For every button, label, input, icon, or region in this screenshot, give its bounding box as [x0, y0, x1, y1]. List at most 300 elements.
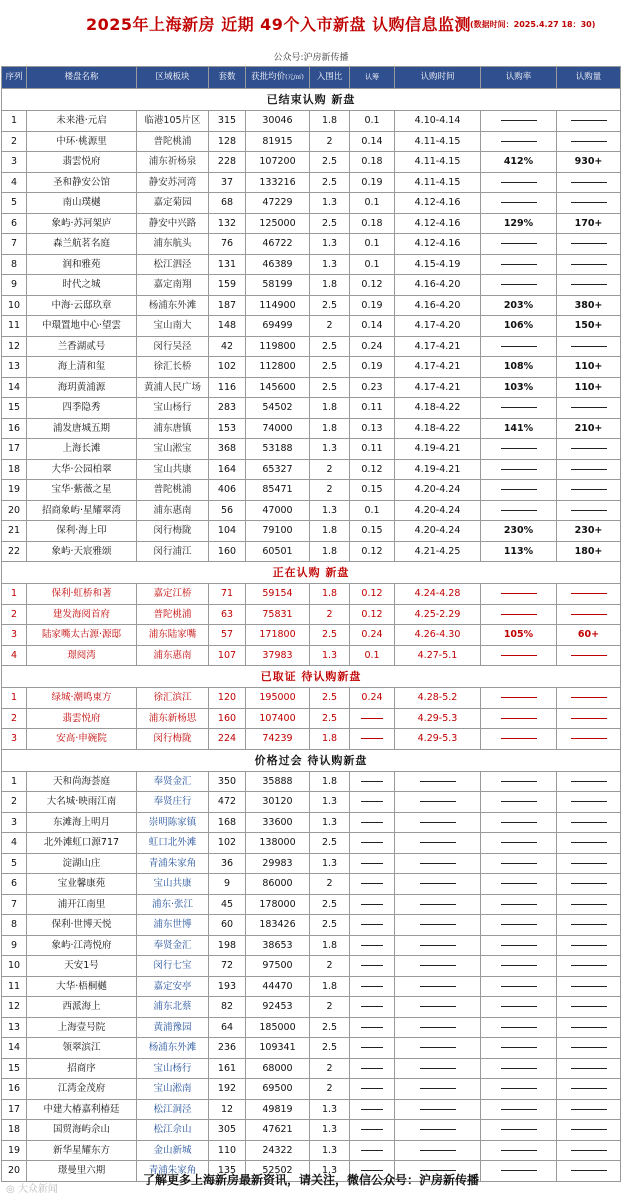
- subscription-volume-cell: 180+: [557, 541, 621, 562]
- empty-dash: [420, 1129, 456, 1130]
- pledge-amount-cell: [350, 1140, 395, 1161]
- subscription-period-cell: [395, 1120, 481, 1141]
- empty-dash: [501, 924, 537, 925]
- empty-dash: [571, 863, 607, 864]
- pledge-amount-cell: 0.1: [350, 254, 395, 275]
- row-index-cell: 10: [2, 295, 27, 316]
- approved-price-cell: 145600: [246, 377, 310, 398]
- row-index-cell: 16: [2, 418, 27, 439]
- subscription-ratio-cell: 2: [310, 604, 350, 625]
- unit-count-cell: 104: [209, 521, 246, 542]
- subscription-volume-cell: [557, 480, 621, 501]
- subscription-rate-cell: 105%: [481, 625, 557, 646]
- subscription-ratio-cell: 2.5: [310, 625, 350, 646]
- subscription-volume-cell: [557, 584, 621, 605]
- subscription-ratio-cell: 1.8: [310, 275, 350, 296]
- empty-dash: [361, 924, 383, 925]
- empty-dash: [571, 1027, 607, 1028]
- row-index-cell: 4: [2, 833, 27, 854]
- empty-dash: [571, 1006, 607, 1007]
- empty-dash: [361, 863, 383, 864]
- subscription-volume-cell: 230+: [557, 521, 621, 542]
- table-row: [2, 976, 621, 997]
- subscription-rate-cell: [481, 729, 557, 750]
- pledge-amount-cell: 0.19: [350, 295, 395, 316]
- empty-dash: [571, 243, 607, 244]
- approved-price-cell: 60501: [246, 541, 310, 562]
- approved-price-cell: 112800: [246, 357, 310, 378]
- row-index-cell: 14: [2, 1038, 27, 1059]
- project-name-cell: 绿城·潮鸣東方: [27, 688, 137, 709]
- project-name-cell: 保利·海上印: [27, 521, 137, 542]
- row-index-cell: 11: [2, 316, 27, 337]
- district-area-cell: 浦东唐镇: [137, 418, 209, 439]
- table-row: [2, 812, 621, 833]
- row-index-cell: 5: [2, 853, 27, 874]
- empty-dash: [420, 883, 456, 884]
- empty-dash: [571, 904, 607, 905]
- unit-count-cell: 153: [209, 418, 246, 439]
- subscription-ratio-cell: 1.3: [310, 1140, 350, 1161]
- project-name-cell: 森兰航茗名庭: [27, 234, 137, 255]
- row-index-cell: 2: [2, 708, 27, 729]
- unit-count-cell: 160: [209, 708, 246, 729]
- pledge-amount-cell: [350, 1079, 395, 1100]
- district-area-cell: 奉贤金汇: [137, 935, 209, 956]
- subscription-period-cell: 4.16-4.20: [395, 275, 481, 296]
- empty-dash: [501, 801, 537, 802]
- district-area-cell: 浦东航头: [137, 234, 209, 255]
- subscription-rate-cell: 108%: [481, 357, 557, 378]
- report-title: 2025年上海新房 近期 49个入市新盘 认购信息监测: [86, 15, 472, 34]
- unit-count-cell: 350: [209, 771, 246, 792]
- approved-price-cell: 75831: [246, 604, 310, 625]
- section-title: 已取证 待认购新盘: [2, 666, 621, 688]
- col-header-price-unit: (元/㎡): [285, 74, 304, 82]
- unit-count-cell: 368: [209, 439, 246, 460]
- row-index-cell: 12: [2, 336, 27, 357]
- subscription-volume-cell: [557, 234, 621, 255]
- pledge-amount-cell: [350, 812, 395, 833]
- subscription-ratio-cell: 2.5: [310, 915, 350, 936]
- unit-count-cell: 76: [209, 234, 246, 255]
- project-name-cell: 翡雲悦府: [27, 708, 137, 729]
- subscription-volume-cell: [557, 874, 621, 895]
- subscription-volume-cell: [557, 1140, 621, 1161]
- subscription-rate-cell: [481, 792, 557, 813]
- empty-dash: [571, 407, 607, 408]
- subscription-rate-cell: [481, 1099, 557, 1120]
- empty-dash: [571, 697, 607, 698]
- approved-price-cell: 53188: [246, 439, 310, 460]
- table-row: [2, 1017, 621, 1038]
- subscription-ratio-cell: 1.8: [310, 541, 350, 562]
- approved-price-cell: 107400: [246, 708, 310, 729]
- district-area-cell: 宝山杨行: [137, 1058, 209, 1079]
- approved-price-cell: 47621: [246, 1120, 310, 1141]
- row-index-cell: 9: [2, 275, 27, 296]
- subscription-volume-cell: 110+: [557, 377, 621, 398]
- project-name-cell: 中建大椿嘉利椿廷: [27, 1099, 137, 1120]
- project-name-cell: 时代之城: [27, 275, 137, 296]
- approved-price-cell: 68000: [246, 1058, 310, 1079]
- subscription-ratio-cell: 2: [310, 997, 350, 1018]
- subscription-volume-cell: [557, 771, 621, 792]
- subscription-rate-cell: [481, 604, 557, 625]
- table-row: [2, 459, 621, 480]
- row-index-cell: 11: [2, 976, 27, 997]
- table-row: [2, 1079, 621, 1100]
- approved-price-cell: 47229: [246, 193, 310, 214]
- subscription-rate-cell: [481, 459, 557, 480]
- project-name-cell: 璟曼里六期: [27, 1161, 137, 1182]
- subscription-ratio-cell: 2: [310, 316, 350, 337]
- project-name-cell: 浦开江南里: [27, 894, 137, 915]
- district-area-cell: 宝山共康: [137, 874, 209, 895]
- empty-dash: [361, 801, 383, 802]
- subscription-period-cell: 4.10-4.14: [395, 111, 481, 132]
- empty-dash: [501, 614, 537, 615]
- subscription-ratio-cell: 2.5: [310, 213, 350, 234]
- pledge-amount-cell: [350, 853, 395, 874]
- row-index-cell: 22: [2, 541, 27, 562]
- project-name-cell: 安高·申碗院: [27, 729, 137, 750]
- district-area-cell: 松江佘山: [137, 1120, 209, 1141]
- approved-price-cell: 29983: [246, 853, 310, 874]
- row-index-cell: 3: [2, 729, 27, 750]
- empty-dash: [571, 141, 607, 142]
- unit-count-cell: 192: [209, 1079, 246, 1100]
- subscription-volume-cell: [557, 336, 621, 357]
- empty-dash: [420, 1150, 456, 1151]
- empty-dash: [501, 1150, 537, 1151]
- subscription-rate-cell: [481, 234, 557, 255]
- district-area-cell: 闵行吴泾: [137, 336, 209, 357]
- empty-dash: [361, 1129, 383, 1130]
- approved-price-cell: 171800: [246, 625, 310, 646]
- subscription-volume-cell: [557, 853, 621, 874]
- empty-dash: [501, 448, 537, 449]
- subscription-rate-cell: [481, 645, 557, 666]
- table-row: [2, 1099, 621, 1120]
- subscription-volume-cell: 170+: [557, 213, 621, 234]
- unit-count-cell: 107: [209, 645, 246, 666]
- subscription-ratio-cell: 2: [310, 1058, 350, 1079]
- col-header-period: 认购时间: [395, 67, 481, 89]
- empty-dash: [571, 945, 607, 946]
- subscription-period-cell: 4.27-5.1: [395, 645, 481, 666]
- district-area-cell: 浦东世博: [137, 915, 209, 936]
- subscription-rate-cell: [481, 708, 557, 729]
- listing-table: [1, 66, 621, 1182]
- footer-note: 了解更多上海新房最新资讯，请关注，微信公众号：沪房新传播: [142, 1173, 479, 1187]
- district-area-cell: 普陀桃浦: [137, 131, 209, 152]
- subscription-volume-cell: 110+: [557, 357, 621, 378]
- empty-dash: [501, 655, 537, 656]
- row-index-cell: 6: [2, 874, 27, 895]
- subscription-ratio-cell: 1.8: [310, 111, 350, 132]
- pledge-amount-cell: [350, 708, 395, 729]
- subscription-ratio-cell: 2: [310, 956, 350, 977]
- subscription-ratio-cell: 2: [310, 1079, 350, 1100]
- approved-price-cell: 85471: [246, 480, 310, 501]
- unit-count-cell: 45: [209, 894, 246, 915]
- subscription-ratio-cell: 1.8: [310, 729, 350, 750]
- pledge-amount-cell: 0.11: [350, 398, 395, 419]
- district-area-cell: 宝山共康: [137, 459, 209, 480]
- empty-dash: [501, 1027, 537, 1028]
- subscription-period-cell: [395, 874, 481, 895]
- district-area-cell: 青浦朱家角: [137, 853, 209, 874]
- subscription-period-cell: 4.29-5.3: [395, 708, 481, 729]
- empty-dash: [501, 781, 537, 782]
- empty-dash: [361, 1068, 383, 1069]
- empty-dash: [501, 1109, 537, 1110]
- subscription-volume-cell: [557, 398, 621, 419]
- empty-dash: [361, 1150, 383, 1151]
- subscription-period-cell: 4.20-4.24: [395, 500, 481, 521]
- subscription-period-cell: 4.19-4.21: [395, 439, 481, 460]
- project-name-cell: 象屿·苏河架庐: [27, 213, 137, 234]
- empty-dash: [501, 718, 537, 719]
- project-name-cell: 浦发唐城五期: [27, 418, 137, 439]
- empty-dash: [361, 904, 383, 905]
- unit-count-cell: 236: [209, 1038, 246, 1059]
- col-header-rate: 认购率: [481, 67, 557, 89]
- row-index-cell: 13: [2, 1017, 27, 1038]
- table-row: [2, 771, 621, 792]
- table-row: [2, 1038, 621, 1059]
- row-index-cell: 17: [2, 1099, 27, 1120]
- empty-dash: [420, 1068, 456, 1069]
- empty-dash: [501, 986, 537, 987]
- subscription-volume-cell: [557, 976, 621, 997]
- subscription-ratio-cell: 2: [310, 459, 350, 480]
- unit-count-cell: 120: [209, 688, 246, 709]
- pledge-amount-cell: 0.12: [350, 604, 395, 625]
- subscription-volume-cell: [557, 935, 621, 956]
- table-row: [2, 1058, 621, 1079]
- row-index-cell: 19: [2, 1140, 27, 1161]
- empty-dash: [361, 781, 383, 782]
- subscription-rate-cell: [481, 688, 557, 709]
- district-area-cell: 徐汇滨江: [137, 688, 209, 709]
- pledge-amount-cell: 0.1: [350, 193, 395, 214]
- table-row: [2, 688, 621, 709]
- project-name-cell: 江湾金茂府: [27, 1079, 137, 1100]
- empty-dash: [571, 469, 607, 470]
- subscription-period-cell: 4.12-4.16: [395, 234, 481, 255]
- pledge-amount-cell: [350, 1038, 395, 1059]
- approved-price-cell: 24322: [246, 1140, 310, 1161]
- district-area-cell: 宝山淞宝: [137, 439, 209, 460]
- empty-dash: [501, 407, 537, 408]
- subscription-volume-cell: [557, 812, 621, 833]
- row-index-cell: 3: [2, 812, 27, 833]
- subscription-rate-cell: [481, 193, 557, 214]
- section-title: 价格过会 待认购新盘: [2, 749, 621, 771]
- empty-dash: [571, 1109, 607, 1110]
- approved-price-cell: 79100: [246, 521, 310, 542]
- subscription-ratio-cell: 2.5: [310, 377, 350, 398]
- row-index-cell: 1: [2, 771, 27, 792]
- col-header-area: 区域板块: [137, 67, 209, 89]
- empty-dash: [420, 1047, 456, 1048]
- empty-dash: [571, 614, 607, 615]
- pledge-amount-cell: 0.11: [350, 439, 395, 460]
- district-area-cell: 青浦朱家角: [137, 1161, 209, 1182]
- project-name-cell: 翡雲悦府: [27, 152, 137, 173]
- subscription-period-cell: 4.11-4.15: [395, 172, 481, 193]
- approved-price-cell: 30046: [246, 111, 310, 132]
- unit-count-cell: 161: [209, 1058, 246, 1079]
- subscription-volume-cell: [557, 1058, 621, 1079]
- subscription-period-cell: [395, 1099, 481, 1120]
- approved-price-cell: 97500: [246, 956, 310, 977]
- empty-dash: [571, 202, 607, 203]
- subscription-volume-cell: [557, 193, 621, 214]
- empty-dash: [361, 1109, 383, 1110]
- approved-price-cell: 38653: [246, 935, 310, 956]
- subscription-ratio-cell: 2.5: [310, 894, 350, 915]
- district-area-cell: 金山新城: [137, 1140, 209, 1161]
- row-index-cell: 16: [2, 1079, 27, 1100]
- approved-price-cell: 114900: [246, 295, 310, 316]
- subscription-period-cell: [395, 833, 481, 854]
- district-area-cell: 杨浦东外滩: [137, 295, 209, 316]
- subscription-ratio-cell: 1.8: [310, 976, 350, 997]
- approved-price-cell: 92453: [246, 997, 310, 1018]
- empty-dash: [501, 945, 537, 946]
- project-name-cell: 新华星耀东方: [27, 1140, 137, 1161]
- empty-dash: [501, 883, 537, 884]
- table-row: [2, 541, 621, 562]
- project-name-cell: 上海长滩: [27, 439, 137, 460]
- subscription-ratio-cell: 2: [310, 874, 350, 895]
- section-header-row: [2, 89, 621, 111]
- unit-count-cell: 37: [209, 172, 246, 193]
- pledge-amount-cell: 0.23: [350, 377, 395, 398]
- subscription-volume-cell: [557, 1099, 621, 1120]
- pledge-amount-cell: 0.1: [350, 234, 395, 255]
- subscription-period-cell: [395, 935, 481, 956]
- pledge-amount-cell: [350, 771, 395, 792]
- subscription-ratio-cell: 2.5: [310, 833, 350, 854]
- pledge-amount-cell: 0.12: [350, 459, 395, 480]
- empty-dash: [571, 448, 607, 449]
- row-index-cell: 1: [2, 584, 27, 605]
- subscription-rate-cell: [481, 1038, 557, 1059]
- pledge-amount-cell: [350, 1120, 395, 1141]
- empty-dash: [571, 346, 607, 347]
- empty-dash: [571, 593, 607, 594]
- table-row: [2, 254, 621, 275]
- subscription-period-cell: 4.18-4.22: [395, 418, 481, 439]
- table-row: [2, 894, 621, 915]
- project-name-cell: 中環置地中心·望雲: [27, 316, 137, 337]
- empty-dash: [571, 489, 607, 490]
- row-index-cell: 18: [2, 1120, 27, 1141]
- project-name-cell: 海玥黄浦源: [27, 377, 137, 398]
- district-area-cell: 宝山杨行: [137, 398, 209, 419]
- subscription-ratio-cell: 2.5: [310, 1017, 350, 1038]
- subscription-period-cell: [395, 976, 481, 997]
- empty-dash: [361, 1047, 383, 1048]
- empty-dash: [501, 738, 537, 739]
- pledge-amount-cell: [350, 792, 395, 813]
- subscription-rate-cell: 230%: [481, 521, 557, 542]
- approved-price-cell: 46722: [246, 234, 310, 255]
- pledge-amount-cell: 0.15: [350, 480, 395, 501]
- subscription-period-cell: 4.19-4.21: [395, 459, 481, 480]
- empty-dash: [571, 264, 607, 265]
- subscription-volume-cell: [557, 275, 621, 296]
- subscription-period-cell: [395, 956, 481, 977]
- table-row: [2, 398, 621, 419]
- district-area-cell: 静安中兴路: [137, 213, 209, 234]
- subscription-ratio-cell: 2.5: [310, 1038, 350, 1059]
- subscription-rate-cell: 103%: [481, 377, 557, 398]
- empty-dash: [420, 986, 456, 987]
- approved-price-cell: 74239: [246, 729, 310, 750]
- row-index-cell: 9: [2, 935, 27, 956]
- district-area-cell: 松江洞泾: [137, 1099, 209, 1120]
- subscription-period-cell: 4.17-4.21: [395, 357, 481, 378]
- section-title: 已结束认购 新盘: [2, 89, 621, 111]
- unit-count-cell: 110: [209, 1140, 246, 1161]
- unit-count-cell: 160: [209, 541, 246, 562]
- district-area-cell: 徐汇长桥: [137, 357, 209, 378]
- approved-price-cell: 52502: [246, 1161, 310, 1182]
- approved-price-cell: 69499: [246, 316, 310, 337]
- district-area-cell: 浦东陆家嘴: [137, 625, 209, 646]
- unit-count-cell: 168: [209, 812, 246, 833]
- subscription-ratio-cell: 1.3: [310, 645, 350, 666]
- section-header-row: [2, 562, 621, 584]
- approved-price-cell: 107200: [246, 152, 310, 173]
- subscription-volume-cell: [557, 459, 621, 480]
- unit-count-cell: 82: [209, 997, 246, 1018]
- unit-count-cell: 135: [209, 1161, 246, 1182]
- approved-price-cell: 46389: [246, 254, 310, 275]
- table-row: [2, 625, 621, 646]
- subscription-rate-cell: [481, 398, 557, 419]
- unit-count-cell: 224: [209, 729, 246, 750]
- unit-count-cell: 164: [209, 459, 246, 480]
- section-title: 正在认购 新盘: [2, 562, 621, 584]
- empty-dash: [501, 1068, 537, 1069]
- approved-price-cell: 37983: [246, 645, 310, 666]
- subscription-volume-cell: 150+: [557, 316, 621, 337]
- approved-price-cell: 65327: [246, 459, 310, 480]
- subscription-ratio-cell: 2.5: [310, 688, 350, 709]
- subscription-rate-cell: 129%: [481, 213, 557, 234]
- col-header-ratio: 入围比: [310, 67, 350, 89]
- empty-dash: [420, 801, 456, 802]
- empty-dash: [420, 1006, 456, 1007]
- pledge-amount-cell: 0.24: [350, 336, 395, 357]
- unit-count-cell: 198: [209, 935, 246, 956]
- subscription-rate-cell: [481, 812, 557, 833]
- subscription-rate-cell: [481, 1017, 557, 1038]
- subscription-volume-cell: [557, 956, 621, 977]
- empty-dash: [420, 1088, 456, 1089]
- empty-dash: [571, 822, 607, 823]
- subscription-rate-cell: [481, 771, 557, 792]
- table-row: [2, 956, 621, 977]
- table-row: [2, 853, 621, 874]
- unit-count-cell: 315: [209, 111, 246, 132]
